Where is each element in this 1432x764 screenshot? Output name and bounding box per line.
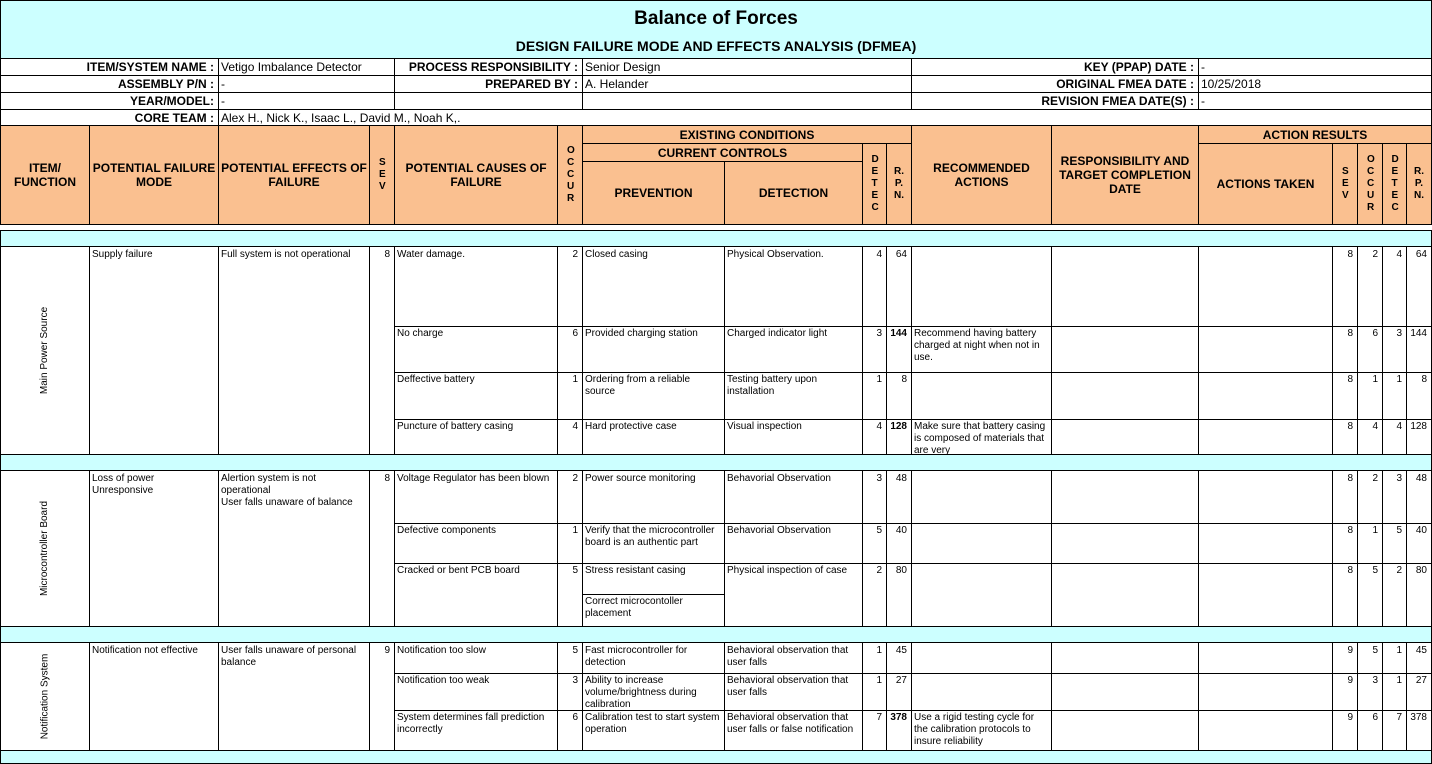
actions-taken-cell[interactable]: [1198, 673, 1332, 710]
prevention-control[interactable]: Fast microcontroller for detection: [585, 645, 688, 668]
detection-value[interactable]: 4: [876, 249, 882, 260]
col-rpn: [886, 143, 912, 225]
occurrence-value[interactable]: 2: [572, 249, 578, 260]
actions-taken-cell[interactable]: [1198, 563, 1332, 626]
result-occur-value[interactable]: 1: [1372, 525, 1378, 536]
actions-taken-cell[interactable]: [1198, 326, 1332, 372]
recommended-action[interactable]: [911, 247, 1051, 326]
rpn-value[interactable]: 64: [895, 249, 907, 260]
key-ppap-date-label: KEY (PPAP) DATE :: [1083, 60, 1194, 74]
col-sev-label: S E V: [379, 157, 386, 192]
actions-taken-cell[interactable]: [1198, 523, 1332, 563]
failure-effects[interactable]: Alertion system is not operational User falls unaware of balance: [221, 473, 353, 508]
recommended-action[interactable]: [911, 372, 1051, 419]
core-team-value[interactable]: Alex H., Nick K., Isaac L., David M., Noah K,.: [221, 111, 461, 125]
rpn-value[interactable]: 48: [895, 473, 907, 484]
item-system-name-label: ITEM/SYSTEM NAME :: [86, 60, 214, 74]
result-sev-value[interactable]: 9: [1347, 675, 1353, 686]
col-responsibility: RESPONSIBILITY AND TARGET COMPLETION DATE: [1051, 125, 1199, 225]
grid-line: [557, 643, 558, 750]
col-result-rpn-label: R. P. N.: [1414, 166, 1424, 201]
col-failure-mode: POTENTIAL FAILURE MODE: [89, 125, 219, 225]
grid-line: [1406, 643, 1407, 750]
grid-line: [369, 471, 370, 626]
occurrence-value[interactable]: 6: [572, 712, 578, 723]
result-occur-value[interactable]: 2: [1372, 249, 1378, 260]
col-actions-taken: ACTIONS TAKEN: [1198, 143, 1333, 225]
responsibility-cell[interactable]: [1051, 372, 1198, 419]
col-detec-label: D E T E C: [871, 154, 879, 213]
result-occur-value[interactable]: 6: [1372, 712, 1378, 723]
actions-taken-cell[interactable]: [1198, 710, 1332, 750]
result-rpn-value[interactable]: 45: [1415, 645, 1427, 656]
detection-control[interactable]: Testing battery upon installation: [727, 374, 818, 397]
col-occur: [557, 125, 583, 225]
result-detec-value[interactable]: 5: [1396, 525, 1402, 536]
col-result-sev: [1332, 143, 1358, 225]
year-model-value[interactable]: -: [221, 94, 225, 108]
col-causes: POTENTIAL CAUSES OF FAILURE: [394, 125, 558, 225]
recommended-action[interactable]: [911, 673, 1051, 710]
prevention-control[interactable]: Ordering from a reliable source: [585, 374, 691, 397]
result-rpn-value[interactable]: 48: [1415, 473, 1427, 484]
prevention-control[interactable]: Calibration test to start system operation: [585, 712, 720, 735]
rpn-value[interactable]: 378: [890, 712, 907, 723]
assembly-pn-label: ASSEMBLY P/N :: [117, 77, 214, 91]
function-label: [0, 471, 89, 626]
spacer-row: [0, 230, 1432, 247]
result-occur-value[interactable]: 3: [1372, 675, 1378, 686]
result-occur-value[interactable]: 1: [1372, 374, 1378, 385]
result-rpn-value[interactable]: 8: [1421, 374, 1427, 385]
grid-line: [1382, 471, 1383, 626]
result-occur-value[interactable]: 5: [1372, 645, 1378, 656]
result-detec-value[interactable]: 1: [1396, 374, 1402, 385]
sheet-title: Balance of Forces: [634, 8, 798, 29]
actions-taken-cell[interactable]: [1198, 419, 1332, 454]
rpn-value[interactable]: 144: [890, 328, 907, 339]
revision-fmea-date-value[interactable]: -: [1201, 94, 1205, 108]
failure-cause[interactable]: Defective components: [397, 525, 496, 536]
col-sev: [369, 125, 395, 225]
grid-line: [886, 471, 887, 626]
prevention-control[interactable]: Closed casing: [585, 249, 648, 260]
grid-line: [369, 643, 370, 750]
result-sev-value[interactable]: 8: [1347, 473, 1353, 484]
col-prevention: PREVENTION: [582, 161, 725, 225]
failure-cause[interactable]: Deffective battery: [397, 374, 475, 385]
grid-line: [862, 643, 863, 750]
col-recommended-actions: RECOMMENDED ACTIONS: [911, 125, 1052, 225]
detection-control[interactable]: Behavorial Observation: [727, 473, 831, 484]
detection-value[interactable]: 5: [876, 525, 882, 536]
severity-value[interactable]: 8: [384, 473, 390, 484]
detection-value[interactable]: 3: [876, 473, 882, 484]
result-rpn-value[interactable]: 128: [1410, 421, 1427, 432]
year-model-label: YEAR/MODEL:: [130, 94, 214, 108]
failure-cause[interactable]: Puncture of battery casing: [397, 421, 514, 432]
responsibility-cell[interactable]: [1051, 419, 1198, 454]
result-detec-value[interactable]: 4: [1396, 421, 1402, 432]
core-team-label: CORE TEAM :: [134, 111, 214, 125]
detection-control[interactable]: Behavioral observation that user falls: [727, 645, 849, 668]
result-sev-value[interactable]: 8: [1347, 328, 1353, 339]
failure-mode[interactable]: Supply failure: [92, 249, 153, 260]
prevention-control[interactable]: Ability to increase volume/brightness during calibration: [585, 675, 697, 710]
col-existing-conditions: EXISTING CONDITIONS: [582, 125, 912, 144]
col-detection: DETECTION: [724, 161, 863, 225]
col-result-rpn: [1406, 143, 1432, 225]
occurrence-value[interactable]: 1: [572, 374, 578, 385]
detection-control[interactable]: Visual inspection: [727, 421, 802, 432]
recommended-action[interactable]: [911, 523, 1051, 563]
process-responsibility-label: PROCESS RESPONSIBILITY :: [408, 60, 578, 74]
spacer-row: [0, 626, 1432, 643]
col-rpn-label: R. P. N.: [894, 166, 904, 201]
grid-line: [1332, 471, 1333, 626]
col-result-occur: [1357, 143, 1383, 225]
grid-line: [1406, 471, 1407, 626]
rpn-value[interactable]: 27: [895, 675, 907, 686]
prepared-by-label: PREPARED BY :: [485, 77, 578, 91]
spacer-row: [0, 750, 1432, 764]
recommended-action[interactable]: Make sure that battery casing is composed of materials that are very: [914, 421, 1046, 454]
key-ppap-date-value[interactable]: -: [1201, 60, 1205, 74]
result-sev-value[interactable]: 8: [1347, 374, 1353, 385]
failure-mode[interactable]: Loss of power Unresponsive: [92, 473, 155, 496]
result-detec-value[interactable]: 3: [1396, 473, 1402, 484]
result-occur-value[interactable]: 2: [1372, 473, 1378, 484]
detection-control[interactable]: Behavioral observation that user falls: [727, 675, 849, 698]
failure-cause[interactable]: No charge: [397, 328, 444, 339]
sheet-subtitle: DESIGN FAILURE MODE AND EFFECTS ANALYSIS (DFMEA): [515, 38, 917, 54]
col-result-detec-label: D E T E C: [1391, 154, 1399, 213]
grid-line: [1357, 471, 1358, 626]
grid-line: [0, 626, 1432, 627]
col-item-function: ITEM/ FUNCTION: [0, 125, 90, 225]
failure-effects[interactable]: Full system is not operational: [221, 249, 351, 260]
result-sev-value[interactable]: 9: [1347, 712, 1353, 723]
result-detec-value[interactable]: 1: [1396, 675, 1402, 686]
grid-line: [1332, 643, 1333, 750]
original-fmea-date-label: ORIGINAL FMEA DATE :: [1056, 77, 1194, 91]
occurrence-value[interactable]: 3: [572, 675, 578, 686]
item-system-name-value[interactable]: Vetigo Imbalance Detector: [221, 60, 362, 74]
responsibility-cell[interactable]: [1051, 471, 1198, 523]
actions-taken-cell[interactable]: [1198, 372, 1332, 419]
recommended-action[interactable]: [911, 471, 1051, 523]
detection-control[interactable]: Behavorial Observation: [727, 525, 831, 536]
grid-line: [0, 750, 1432, 751]
result-detec-value[interactable]: 3: [1396, 328, 1402, 339]
detection-value[interactable]: 1: [876, 645, 882, 656]
original-fmea-date-value[interactable]: 10/25/2018: [1201, 77, 1262, 91]
responsibility-cell[interactable]: [1051, 326, 1198, 372]
failure-cause[interactable]: Voltage Regulator has been blown: [397, 473, 550, 484]
result-rpn-value[interactable]: 40: [1415, 525, 1427, 536]
grid-line: [89, 643, 90, 750]
detection-control[interactable]: Physical Observation.: [727, 249, 824, 260]
result-rpn-value[interactable]: 64: [1415, 249, 1427, 260]
responsibility-cell[interactable]: [1051, 673, 1198, 710]
rpn-value[interactable]: 80: [895, 565, 907, 576]
grid-line: [862, 471, 863, 626]
failure-cause[interactable]: Notification too slow: [397, 645, 486, 656]
function-label: [0, 643, 89, 750]
responsibility-cell[interactable]: [1051, 710, 1198, 750]
result-detec-value[interactable]: 4: [1396, 249, 1402, 260]
detection-control[interactable]: Physical inspection of case: [727, 565, 848, 576]
detection-value[interactable]: 4: [876, 421, 882, 432]
responsibility-cell[interactable]: [1051, 523, 1198, 563]
result-rpn-value[interactable]: 144: [1410, 328, 1427, 339]
recommended-action[interactable]: Use a rigid testing cycle for the calibration protocols to insure reliability: [914, 712, 1035, 747]
revision-fmea-date-label: REVISION FMEA DATE(S) :: [1041, 94, 1194, 108]
occurrence-value[interactable]: 4: [572, 421, 578, 432]
failure-cause[interactable]: Notification too weak: [397, 675, 490, 686]
failure-cause[interactable]: Cracked or bent PCB board: [397, 565, 520, 576]
col-result-occur-label: O C C U R: [1367, 154, 1375, 213]
responsibility-cell[interactable]: [1051, 247, 1198, 326]
prevention-control[interactable]: Stress resistant casing: [585, 565, 686, 576]
failure-effects[interactable]: User falls unaware of personal balance: [221, 645, 357, 668]
result-sev-value[interactable]: 9: [1347, 645, 1353, 656]
rpn-value[interactable]: 8: [901, 374, 907, 385]
grid-line: [557, 471, 558, 626]
function-label-text: Main Power Source: [38, 306, 50, 395]
result-sev-value[interactable]: 8: [1347, 525, 1353, 536]
severity-value[interactable]: 8: [384, 249, 390, 260]
function-label-text: Notification System: [39, 653, 50, 740]
spacer-row: [0, 454, 1432, 471]
result-detec-value[interactable]: 1: [1396, 645, 1402, 656]
occurrence-value[interactable]: 6: [572, 328, 578, 339]
result-detec-value[interactable]: 7: [1396, 712, 1402, 723]
col-effects: POTENTIAL EFFECTS OF FAILURE: [218, 125, 370, 225]
grid-line: [1357, 643, 1358, 750]
prevention-control[interactable]: Correct microcontoller placement: [585, 596, 683, 619]
occurrence-value[interactable]: 5: [572, 645, 578, 656]
detection-value[interactable]: 1: [876, 675, 882, 686]
failure-cause[interactable]: Water damage.: [397, 249, 465, 260]
detection-value[interactable]: 7: [876, 712, 882, 723]
actions-taken-cell[interactable]: [1198, 247, 1332, 326]
grid-line: [369, 247, 370, 454]
col-occur-label: O C C U R: [567, 145, 575, 204]
detection-control[interactable]: Behavioral observation that user falls or false notification: [727, 712, 854, 735]
grid-line: [1382, 643, 1383, 750]
assembly-pn-value[interactable]: -: [221, 77, 225, 91]
detection-value[interactable]: 3: [876, 328, 882, 339]
grid-line: [0, 454, 1432, 455]
grid-line: [886, 643, 887, 750]
prevention-control[interactable]: Verify that the microcontroller board is an authentic part: [585, 525, 715, 548]
col-current-controls: CURRENT CONTROLS: [582, 143, 863, 162]
occurrence-value[interactable]: 1: [572, 525, 578, 536]
rpn-value[interactable]: 45: [895, 645, 907, 656]
occurrence-value[interactable]: 2: [572, 473, 578, 484]
col-detec: [862, 143, 887, 225]
result-occur-value[interactable]: 6: [1372, 328, 1378, 339]
result-rpn-value[interactable]: 80: [1415, 565, 1427, 576]
detection-value[interactable]: 1: [876, 374, 882, 385]
failure-mode[interactable]: Notification not effective: [92, 645, 198, 656]
failure-cause[interactable]: System determines fall prediction incorrectly: [397, 712, 545, 735]
result-rpn-value[interactable]: 378: [1410, 712, 1427, 723]
function-label: [0, 247, 89, 454]
prepared-by-value[interactable]: A. Helander: [585, 77, 649, 91]
occurrence-value[interactable]: 5: [572, 565, 578, 576]
grid-line: [218, 247, 219, 454]
col-action-results: ACTION RESULTS: [1198, 125, 1432, 144]
recommended-action[interactable]: [911, 563, 1051, 626]
actions-taken-cell[interactable]: [1198, 471, 1332, 523]
result-detec-value[interactable]: 2: [1396, 565, 1402, 576]
recommended-action[interactable]: Recommend having battery charged at night when not in use.: [914, 328, 1040, 363]
prevention-control[interactable]: Provided charging station: [585, 328, 698, 339]
responsibility-cell[interactable]: [1051, 563, 1198, 626]
result-sev-value[interactable]: 8: [1347, 421, 1353, 432]
function-label-text: Microcontroller Board: [39, 500, 51, 597]
process-responsibility-value[interactable]: Senior Design: [585, 60, 661, 74]
col-result-detec: [1382, 143, 1407, 225]
result-sev-value[interactable]: 8: [1347, 249, 1353, 260]
rpn-value[interactable]: 40: [895, 525, 907, 536]
detection-value[interactable]: 2: [876, 565, 882, 576]
detection-control[interactable]: Charged indicator light: [727, 328, 828, 339]
recommended-action[interactable]: [911, 643, 1051, 673]
result-occur-value[interactable]: 4: [1372, 421, 1378, 432]
actions-taken-cell[interactable]: [1198, 643, 1332, 673]
rpn-value[interactable]: 128: [890, 421, 907, 432]
severity-value[interactable]: 9: [384, 645, 390, 656]
prevention-control[interactable]: Power source monitoring: [585, 473, 696, 484]
responsibility-cell[interactable]: [1051, 643, 1198, 673]
result-sev-value[interactable]: 8: [1347, 565, 1353, 576]
result-rpn-value[interactable]: 27: [1415, 675, 1427, 686]
prevention-control[interactable]: Hard protective case: [585, 421, 677, 432]
grid-line: [89, 247, 90, 454]
col-result-sev-label: S E V: [1342, 166, 1349, 201]
result-occur-value[interactable]: 5: [1372, 565, 1378, 576]
